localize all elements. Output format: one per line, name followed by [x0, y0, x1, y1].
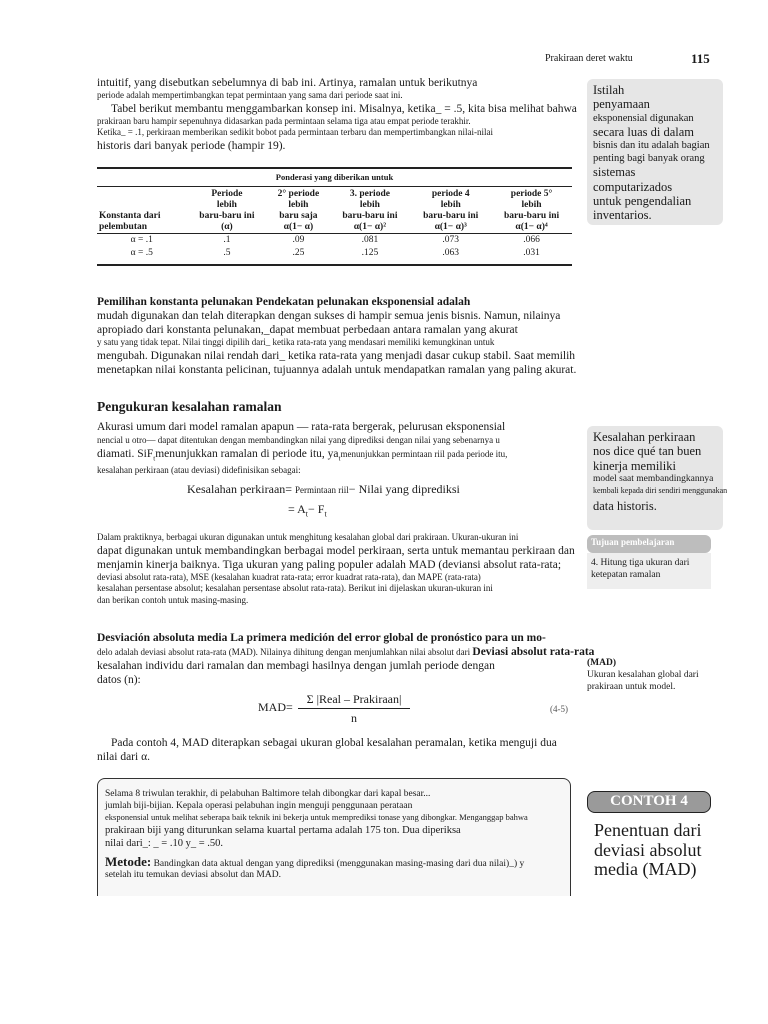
selection-line: apropiado dari konstanta pelunakan,_dapat membuat perbedaan antara ramalan yang akurat [97, 324, 518, 336]
selection-line: y satu yang tidak tepat. Nilai tinggi dipilih dari_ ketika rata-rata yang mendasari memiliki kemungkinan untuk [97, 337, 495, 347]
section-line: Akurasi umum dari model ramalan apapun — rata-rata bergerak, pelurusan eksponensial [97, 421, 506, 433]
mad-paragraph [97, 631, 595, 687]
section-line: diamati. SiF$_t$menunjukkan ramalan di periode itu, $ya_tmenunjukkan$ permintaan riil pada periode itu, [97, 448, 508, 463]
learning-objective-tab: Tujuan pembelajaran [587, 535, 711, 553]
mad-formula-denominator: n [351, 711, 357, 725]
measures-line: Dalam praktiknya, berbagai ukuran digunakan untuk menghitung kesalahan global dari prakiraan. Ukuran-ukuran ini [97, 532, 519, 542]
mad-line: kesalahan individu dari ramalan dan membagi hasilnya dengan jumlah periode dengan [97, 660, 495, 672]
mad-lead: Desviación absoluta media La primera medición del error global de pronóstico para un mo- [97, 632, 546, 644]
table-cell: α = .5 [130, 248, 153, 258]
intro-paragraph [97, 76, 587, 153]
table-cell: .073 [442, 235, 460, 245]
table-cell: .125 [361, 248, 379, 258]
weighting-table [97, 167, 572, 266]
table-cell: .066 [523, 235, 540, 245]
running-title: Prakiraan deret waktu [545, 53, 633, 64]
intro-line: Tabel berikut membantu menggambarkan konsep ini. Misalnya, ketika_ = .5, kita bisa melihat bahwa [111, 102, 577, 115]
measures-line: dan berikan contoh untuk masing-masing. [97, 594, 249, 605]
selection-line: mengubah. Digunakan nilai rendah dari_ ketika rata-rata yang menjadi dasar cukup stabil. Saat memilih [97, 349, 576, 362]
fraction-bar [298, 708, 410, 709]
table-cell: .063 [442, 248, 460, 258]
intro-line: historis dari banyak periode (hampir 19). [97, 139, 286, 152]
mad-line: delo adalah deviasi absolut rata-rata (MAD). Nilainya dihitung dengan menjumlahkan nilai absolut dari Deviasi absolut rata-rata [97, 646, 595, 658]
measures-paragraph [97, 532, 587, 606]
method-label: Metode: [105, 853, 152, 869]
table-row [97, 234, 572, 248]
table-header-cell: periode 4 lebih baru-baru ini α(1− α)³ [423, 189, 479, 232]
mad-after-line: nilai dari α. [97, 751, 150, 763]
intro-line: Ketika_ = .1, perkiraan memberikan sedikit bobot pada permintaan terbaru dan mempertimbangkan nilai-nilai [97, 127, 493, 137]
table-cell: .081 [361, 235, 379, 245]
table-header-cell: 2° periode lebih baru saja α(1− α) [277, 189, 320, 232]
table-header-cell: Periode lebih baru-baru ini (α) [199, 189, 255, 232]
table-cell: .5 [223, 248, 231, 258]
learning-objective-body: 4. Hitung tiga ukuran dari ketepatan ramalan [587, 553, 711, 589]
mad-formula-lhs: MAD= [258, 700, 293, 714]
intro-line: intuitif, yang disebutkan sebelumnya di bab ini. Artinya, ramalan untuk berikutnya [97, 77, 478, 89]
selection-paragraph [97, 295, 587, 377]
example-text: Selama 8 triwulan terakhir, di pelabuhan Baltimore telah dibongkar dari kapal besar... jumlah biji-bijian. Kepala operasi pelabuhan ingin menguji penggunaan perataan eksponensial untuk melihat seberapa baik teknik ini bekerja untuk memprediksi tonase yang dibongkar. Menganggap bahwa prakiraan biji yang diturunkan selama kuartal pertama adalah 175 ton. Dua diperiksa nilai dari_: _ = .10 y_ = .50. Metode: Bandingkan data aktual dengan yang diprediksi (menggunakan masing-masing dari dua nilai)_) y setelah itu temukan deviasi absolut dan MAD. [105, 789, 528, 880]
intro-line: periode adalah mempertimbangkan tepat permintaan yang sama dari periode saat ini. [97, 90, 403, 100]
selection-lead: Pemilihan konstanta pelunakan Pendekatan pelunakan eksponensial adalah [97, 296, 471, 308]
table-cell: .031 [523, 248, 540, 258]
selection-line: mudah digunakan dan telah diterapkan dengan sukses di hampir semua jenis bisnis. Namun, nilainya [97, 310, 561, 322]
margin-note-smoothing: Istilah penyamaan eksponensial digunakan secara luas di dalam bisnis dan itu adalah bagian penting bagi banyak orang sistemas computarizados untuk pengendalian inventarios. [587, 79, 723, 225]
table-cell: .25 [292, 248, 305, 258]
glossary-mad: (MAD) Ukuran kesalahan global dari prakiraan untuk model. [587, 658, 699, 692]
example-tag: CONTOH 4 [587, 791, 711, 813]
table-cell: .1 [223, 235, 231, 245]
section-line: nencial u otro— dapat ditentukan dengan membandingkan nilai yang diprediksi dengan nilai yang sebenarnya u [97, 435, 500, 445]
measures-line: dapat digunakan untuk membandingkan berbagai model perkiraan, serta untuk memantau perkiraan dan [97, 544, 575, 557]
equation-number: (4-5) [550, 704, 568, 714]
table-header-row [97, 187, 572, 234]
intro-line: prakiraan baru hampir sepenuhnya didasarkan pada permintaan selama tiga atau empat periode terakhir. [97, 115, 471, 126]
error-formula: Kesalahan perkiraan= Permintaan riil− Nilai yang diprediksi [187, 482, 460, 496]
error-formula-short: = $A_t- F_t$ [288, 502, 327, 519]
table-header-cell: Konstanta dari pelembutan [99, 211, 161, 232]
table-row [97, 247, 572, 260]
table-header-cell: 3. periode lebih baru-baru ini α(1− α)² [342, 189, 398, 232]
table-caption: Ponderasi yang diberikan untuk [97, 169, 572, 187]
table-header-cell: periode 5° lebih baru-baru ini α(1− α)⁴ [503, 189, 560, 232]
mad-formula-numerator: Σ |Real – Prakiraan| [306, 692, 402, 706]
table-cell: .09 [292, 235, 305, 245]
measures-line: menjamin kinerja baiknya. Tiga ukuran yang paling populer adalah MAD (deviansi absolut rata-rata; [97, 558, 562, 571]
section-paragraph [97, 420, 597, 477]
selection-line: menetapkan nilai konstanta pelicinan, tujuannya adalah untuk mendapatkan ramalan yang paling akurat. [97, 363, 577, 376]
mad-after-paragraph [97, 736, 587, 764]
section-heading: Pengukuran kesalahan ramalan [97, 399, 282, 414]
table-cell: α = .1 [130, 235, 153, 245]
measures-line: kesalahan persentase absolut; kesalahan persentase absolut rata-rata). Berikut ini dijelaskan ukuran-ukuran ini [97, 583, 493, 593]
margin-note-error: Kesalahan perkiraan nos dice qué tan buen kinerja memiliki model saat membandingkannya kembali kepada diri sendiri menggunakan data historis. [587, 426, 723, 530]
measures-line: deviasi absolut rata-rata), MSE (kesalahan kuadrat rata-rata; error kuadrat rata-rata), dan MAPE (rata-rata) [97, 571, 481, 582]
example-title: Penentuan dari deviasi absolut media (MAD) [594, 820, 702, 879]
mad-after-line: Pada contoh 4, MAD diterapkan sebagai ukuran global kesalahan peramalan, ketika menguji dua [111, 737, 557, 749]
section-line: kesalahan perkiraan (atau deviasi) didefinisikan sebagai: [97, 465, 301, 476]
page-number: 115 [691, 51, 710, 66]
mad-line: datos (n): [97, 674, 141, 686]
